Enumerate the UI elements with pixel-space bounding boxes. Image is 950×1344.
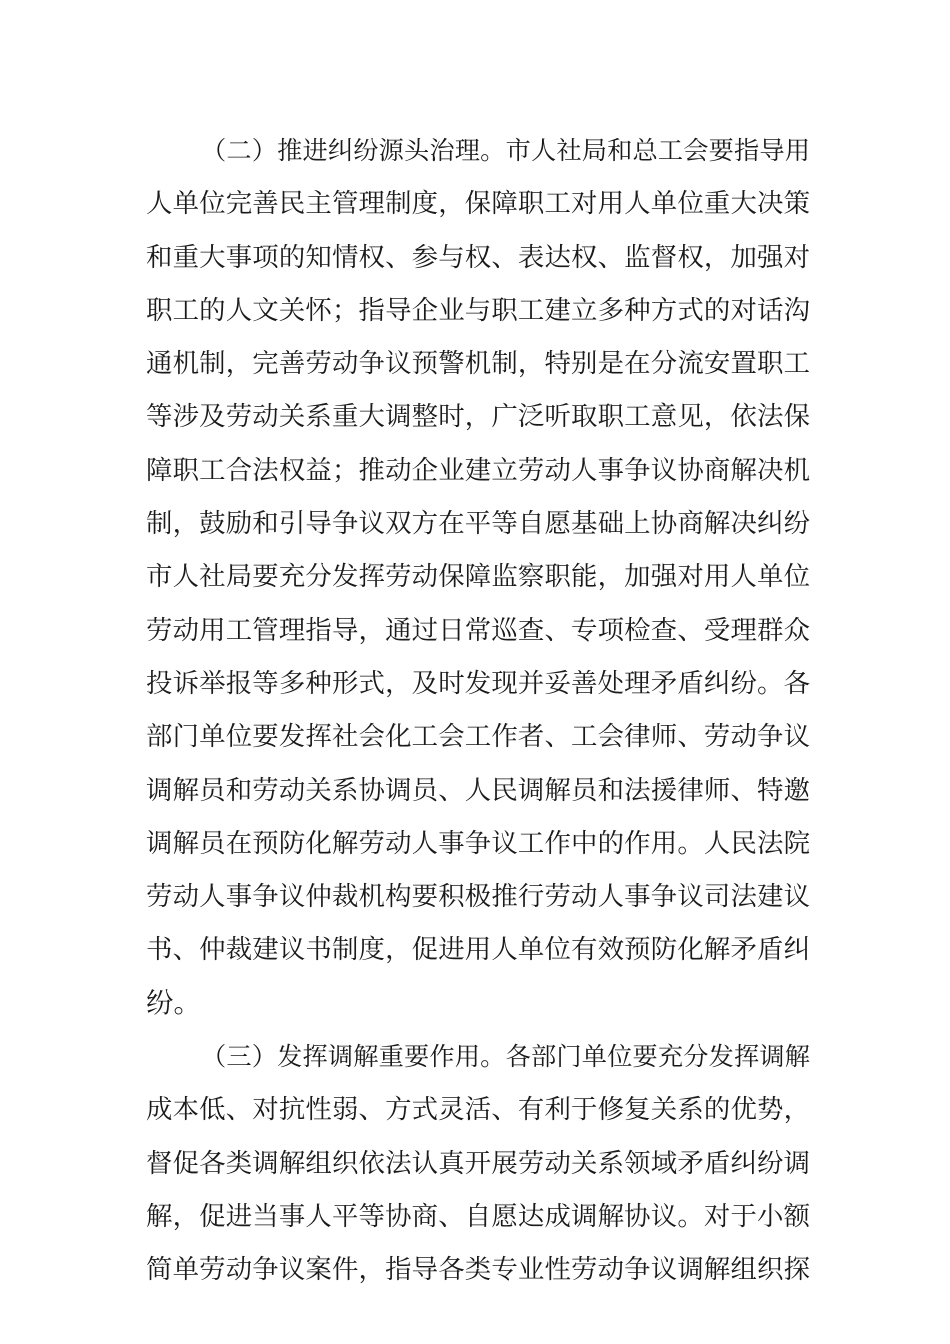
paragraph-3-line-2: 成本低、对抗性弱、方式灵活、有利于修复关系的优势，: [146, 1094, 810, 1126]
paragraph-3-line-5: 简单劳动争议案件，指导各类专业性劳动争议调解组织探: [146, 1254, 810, 1286]
paragraph-2-line-7: 障职工合法权益；推动企业建立劳动人事争议协商解决机: [146, 454, 810, 486]
paragraph-2-line-5: 通机制，完善劳动争议预警机制，特别是在分流安置职工: [146, 348, 810, 380]
paragraph-3-line-1: （三）发挥调解重要作用。各部门单位要充分发挥调解: [201, 1042, 810, 1072]
paragraph-2-line-9: 市人社局要充分发挥劳动保障监察职能，加强对用人单位: [146, 561, 810, 593]
paragraph-2-line-15: 劳动人事争议仲裁机构要积极推行劳动人事争议司法建议: [146, 881, 810, 913]
paragraph-2-line-6: 等涉及劳动关系重大调整时，广泛听取职工意见，依法保: [146, 401, 810, 433]
paragraph-2-line-12: 部门单位要发挥社会化工会工作者、工会律师、劳动争议: [146, 721, 810, 753]
paragraph-2-line-14: 调解员在预防化解劳动人事争议工作中的作用。人民法院: [146, 827, 810, 859]
paragraph-2-line-2: 人单位完善民主管理制度，保障职工对用人单位重大决策: [146, 188, 810, 220]
paragraph-3-line-4: 解，促进当事人平等协商、自愿达成调解协议。对于小额: [146, 1200, 810, 1232]
paragraph-2-line-10: 劳动用工管理指导，通过日常巡查、专项检查、受理群众: [146, 614, 810, 646]
paragraph-2-line-4: 职工的人文关怀；指导企业与职工建立多种方式的对话沟: [146, 294, 810, 326]
paragraph-3-line-3: 督促各类调解组织依法认真开展劳动关系领域矛盾纠纷调: [146, 1147, 810, 1179]
paragraph-2-line-16: 书、仲裁建议书制度，促进用人单位有效预防化解矛盾纠: [146, 934, 810, 966]
document-body: [146, 124, 810, 1297]
paragraph-2-line-13: 调解员和劳动关系协调员、人民调解员和法援律师、特邀: [146, 774, 810, 806]
paragraph-2-line-8: 制，鼓励和引导争议双方在平等自愿基础上协商解决纠纷: [146, 508, 810, 540]
paragraph-2-line-11: 投诉举报等多种形式，及时发现并妥善处理矛盾纠纷。各: [146, 667, 810, 699]
paragraph-2-line-17: 纷。: [146, 986, 201, 1019]
paragraph-2-line-3: 和重大事项的知情权、参与权、表达权、监督权，加强对: [146, 241, 810, 273]
paragraph-2-line-1: （二）推进纠纷源头治理。市人社局和总工会要指导用: [201, 136, 810, 165]
